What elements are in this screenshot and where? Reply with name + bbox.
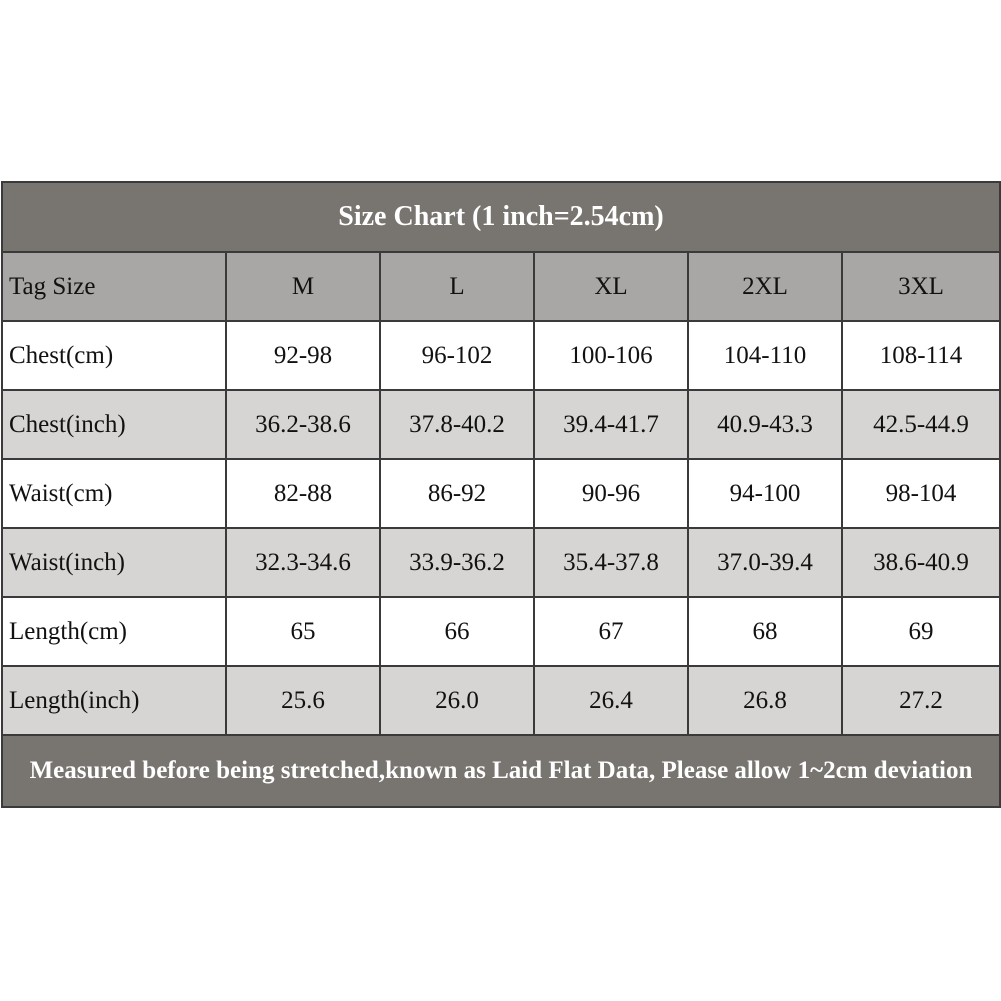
table-cell: 25.6	[226, 666, 380, 735]
note-row	[2, 735, 1000, 807]
table-cell: 104-110	[688, 321, 842, 390]
table-cell: 98-104	[842, 459, 1000, 528]
table-cell: 32.3-34.6	[226, 528, 380, 597]
table-cell: 33.9-36.2	[380, 528, 534, 597]
size-header-2xl: 2XL	[688, 252, 842, 321]
table-row-chest-cm	[2, 321, 1000, 390]
table-cell: 42.5-44.9	[842, 390, 1000, 459]
table-cell: 26.8	[688, 666, 842, 735]
table-cell: 26.0	[380, 666, 534, 735]
table-cell: 96-102	[380, 321, 534, 390]
table-cell: 36.2-38.6	[226, 390, 380, 459]
table-cell: 69	[842, 597, 1000, 666]
tag-size-label: Tag Size	[2, 252, 226, 321]
table-row-chest-inch	[2, 390, 1000, 459]
row-label: Waist(inch)	[2, 528, 226, 597]
table-row-waist-cm	[2, 459, 1000, 528]
table-cell: 100-106	[534, 321, 688, 390]
table-cell: 26.4	[534, 666, 688, 735]
row-label: Length(inch)	[2, 666, 226, 735]
table-cell: 37.0-39.4	[688, 528, 842, 597]
table-cell: 37.8-40.2	[380, 390, 534, 459]
table-row-waist-inch	[2, 528, 1000, 597]
table-cell: 40.9-43.3	[688, 390, 842, 459]
table-cell: 68	[688, 597, 842, 666]
table-cell: 39.4-41.7	[534, 390, 688, 459]
table-cell: 90-96	[534, 459, 688, 528]
row-label: Chest(inch)	[2, 390, 226, 459]
size-header-m: M	[226, 252, 380, 321]
table-row-length-inch	[2, 666, 1000, 735]
table-cell: 38.6-40.9	[842, 528, 1000, 597]
size-header-xl: XL	[534, 252, 688, 321]
table-cell: 65	[226, 597, 380, 666]
table-cell: 67	[534, 597, 688, 666]
table-cell: 94-100	[688, 459, 842, 528]
row-label: Chest(cm)	[2, 321, 226, 390]
size-chart-table	[1, 181, 1001, 808]
table-cell: 66	[380, 597, 534, 666]
header-row	[2, 252, 1000, 321]
table-cell: 86-92	[380, 459, 534, 528]
table-cell: 92-98	[226, 321, 380, 390]
table-cell: 108-114	[842, 321, 1000, 390]
size-header-l: L	[380, 252, 534, 321]
chart-title: Size Chart (1 inch=2.54cm)	[2, 182, 1000, 252]
table-cell: 82-88	[226, 459, 380, 528]
row-label: Length(cm)	[2, 597, 226, 666]
row-label: Waist(cm)	[2, 459, 226, 528]
size-header-3xl: 3XL	[842, 252, 1000, 321]
table-cell: 35.4-37.8	[534, 528, 688, 597]
table-row-length-cm	[2, 597, 1000, 666]
table-cell: 27.2	[842, 666, 1000, 735]
title-row	[2, 182, 1000, 252]
measurement-note: Measured before being stretched,known as Laid Flat Data, Please allow 1~2cm deviation	[2, 735, 1000, 807]
